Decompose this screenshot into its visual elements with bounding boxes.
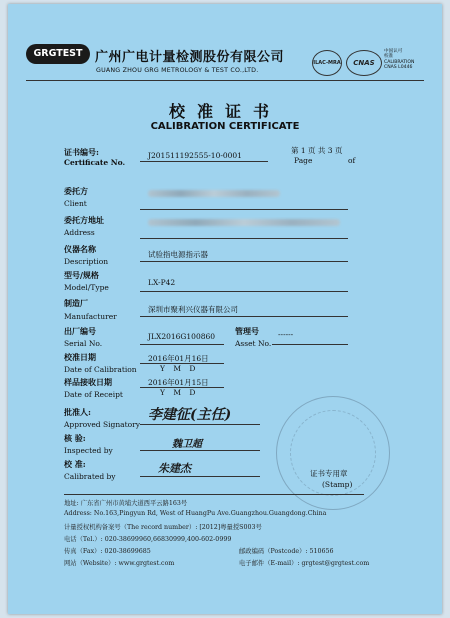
model-value: LX-P42 [148,278,176,287]
address-label-cn: 委托方地址 [64,215,104,225]
asset-value: ------ [278,330,294,339]
certificate-no-label-en: Certificate No. [64,158,126,167]
receipt-date-label-en: Date of Receipt [64,390,123,399]
grgtest-logo: GRGTEST [26,44,90,64]
footer-postcode: 邮政编码（Postcode）: 510656 [239,548,334,555]
cal-date-ymd: Y M D [160,364,199,373]
ilac-mra-seal-icon: ILAC-MRA [312,50,342,76]
description-label-en: Description [64,257,109,266]
serial-line [140,344,224,345]
accreditation-cn: 中国认可 [384,49,403,54]
cal-date-label-cn: 校准日期 [64,352,96,362]
calibrated-line [140,476,260,477]
client-line [140,209,348,210]
page-label-en: Page [294,156,313,165]
certificate-no-label-cn: 证书编号: [64,147,99,157]
accreditation-en: CALIBRATION [384,59,415,65]
approved-label-cn: 批准人: [64,407,91,417]
manufacturer-value: 深圳市聚利兴仪器有限公司 [148,305,238,314]
calibrated-signature: 朱建杰 [158,462,191,475]
inspected-label-cn: 核 验: [64,433,86,443]
footer-address-cn: 地址: 广东省广州市黄埔大道西平云路163号 [64,500,188,507]
calibrated-label-cn: 校 准: [64,459,86,469]
address-redacted [148,219,340,226]
inspected-line [140,450,260,451]
footer-fax: 传真（Fax）: 020-38699685 [64,548,151,555]
page-number-cn: 第 1 页 共 3 页 [291,146,343,155]
approved-signature: 李建征(主任) [148,407,232,423]
client-redacted [148,190,280,197]
accreditation-line2: 校准 [384,54,394,60]
certificate-page [8,4,442,614]
description-line [140,261,348,262]
accreditation-text [384,49,424,71]
accreditation-no: CNAS L0446 [384,65,413,71]
asset-line [272,344,348,345]
footer-record: 计量授权机构备案号（The record number）: [2012]粤量授S003号 [64,524,262,531]
model-label-cn: 型号/规格 [64,270,99,280]
manufacturer-label-en: Manufacturer [64,312,117,321]
asset-label-cn: 管理号 [235,326,259,336]
certificate-no-line [140,161,268,162]
stamp-label-cn: 证书专用章 [310,469,348,478]
receipt-date-line [140,387,224,388]
inspected-signature: 魏卫超 [172,439,202,450]
receipt-date-ymd: Y M D [160,388,199,397]
calibrated-label-en: Calibrated by [64,472,116,481]
page-of-en: of [348,156,356,165]
certificate-no-value: J201511192555-10-0001 [148,151,242,160]
company-name-en: GUANG ZHOU GRG METROLOGY & TEST CO.,LTD. [96,67,259,74]
cal-date-line [140,363,224,364]
footer-website: 网站（Website）: www.grgtest.com [64,560,175,567]
footer-tel: 电话（Tel.）: 020-38699960,66830999,400-602-0999 [64,536,232,543]
cal-date-label-en: Date of Calibration [64,365,137,374]
footer-address-en: Address: No.163,Pingyun Rd, West of HuangPu Ave.Guangzhou.Guangdong.China [64,510,327,517]
approved-line [140,424,260,425]
address-label-en: Address [64,228,95,237]
description-value: 试验指电源指示器 [148,250,208,259]
manufacturer-label-cn: 制造厂 [64,298,88,308]
footer-divider [64,494,364,495]
manufacturer-line [140,316,348,317]
title-cn: 校准证书 [168,102,281,121]
receipt-date-value: 2016年01月15日 [148,378,209,387]
inspected-label-en: Inspected by [64,446,113,455]
client-label-en: Client [64,199,87,208]
description-label-cn: 仪器名称 [64,244,96,254]
asset-label-en: Asset No. [235,339,272,348]
stamp-label-en: (Stamp) [322,480,353,489]
header-divider [26,80,424,81]
footer-email: 电子邮件（E-mail）: grgtest@grgtest.com [239,560,370,567]
model-label-en: Model/Type [64,283,109,292]
serial-label-cn: 出厂编号 [64,326,96,336]
cal-date-value: 2016年01月16日 [148,354,209,363]
approved-label-en: Approved Signatory [64,420,140,429]
client-label-cn: 委托方 [64,186,88,196]
model-line [140,291,348,292]
cnas-seal-icon: CNAS [346,50,382,76]
serial-label-en: Serial No. [64,339,103,348]
title-en: CALIBRATION CERTIFICATE [150,121,300,132]
receipt-date-label-cn: 样品接收日期 [64,377,112,387]
address-line [140,238,348,239]
serial-value: JLX2016G100860 [148,332,216,341]
company-name-cn: 广州广电计量检测股份有限公司 [95,50,285,65]
